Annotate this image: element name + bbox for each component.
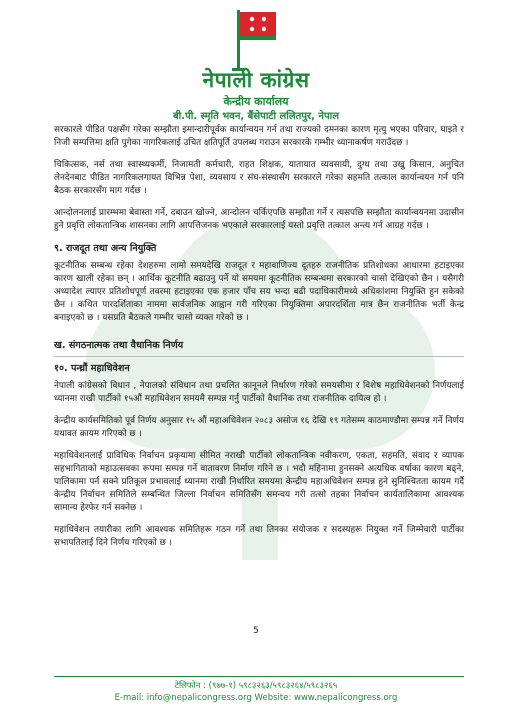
document-body bbox=[54, 124, 464, 559]
paragraph: चिकित्सक, नर्स तथा स्वास्थ्यकर्मी, निजामती कर्मचारी, राहत शिक्षक, यातायात व्यवसायी, दुग्ध तथा उखु किसान, अनुचित लेनदेनबाट पीडित नागरिकलगायत विभिन्न पेशा, व्यवसाय र संघ-संस्थासँग सरकारले गरेका सहमति तत्काल कार्यान्वयन गर्न पनि बैठक सरकारसँग माग गर्दछ । bbox=[54, 160, 464, 196]
office-name: केन्द्रीय कार्यालय bbox=[223, 95, 289, 108]
footer-divider bbox=[54, 676, 464, 677]
paragraph: केन्द्रीय कार्यसमितिको पूर्व निर्णय अनुसार १५ औं महाअधिवेशन २०८३ असोज १६ देखि १९ गतेसम्म काठमाण्डौमा सम्पन्न गर्ने निर्णय यथावत क़ायम गरिएको छ । bbox=[54, 416, 464, 439]
paragraph: नेपाली कांग्रेसको विधान , नेपालको संविधान तथा प्रचलित कानूनले निर्धारण गरेको समयसीमा र विशेष महाधिवेशनको निर्णयलाई ध्यानमा राखी पार्टीको १५औं महाधिवेशन समयमै सम्पन्न गर्नु पार्टीको वैधानिक तथा राजनीतिक दायित्व हो । bbox=[54, 381, 464, 404]
footer-phone: टेलिफोन : (९७७-१) ५९८३२६३/५९८३२६४/५९८३२६५ bbox=[174, 681, 338, 691]
footer-contact: E-mail: info@nepalicongress.org Website: www.nepalicongress.org bbox=[114, 693, 398, 703]
divider bbox=[54, 356, 464, 357]
section-heading-organizational: ख. संगठनात्मक तथा वैधानिक निर्णय bbox=[54, 340, 184, 351]
paragraph: सरकारले पीडित पक्षसँग गरेका सम्झौता इमान्दारीपूर्वक कार्यान्वयन गर्न तथा राज्यको दमनका कारण मृत्यु भएका परिवार, घाइते र निजी सम्पत्तिमा क्षति पुगेका नागरिकलाई उचित क्षतिपूर्ति उपलब्ध गराउन सरकारके गम्भीर ध्यानाकर्षण गराउँदछ । bbox=[54, 125, 464, 148]
nepali-congress-flag-logo bbox=[228, 6, 280, 72]
section-heading-general-convention: १०. पन्ध्रौं महाधिवेशन bbox=[54, 363, 130, 374]
paragraph: महाधिवेशनलाई प्राविधिक निर्वाचन प्रकृयामा सीमित नराखी पार्टीको लोकतान्त्रिक नवीकरण, एकता, सहमति, संवाद र व्यापक सहभागिताको महाउत्सवका रूपमा सम्पन्न गर्ने वातावरण निर्माण गरिने छ । भदौ महिनामा हुनसक्ने अत्यधिक वर्षाका कारण बढ्ने, पालिकामा पर्न सक्ने प्रतिकूल प्रभावलाई ध्यानमा राखी निर्धारित समयमा केन्द्रीय महाअधिवेशन सम्पन्न हुने सुनिश्चितता कायम गर्दै केन्द्रीय निर्वाचन समितिले सम्बन्धित जिल्ला निर्वाचन समितिसँग समन्वय गरी तत्सो तहका निर्वाचन कार्यतालिकामा आवश्यक सामान्य हेरफेर गर्न सक्नेछ । bbox=[54, 451, 464, 513]
page-number: 5 bbox=[253, 626, 259, 636]
office-address: बी.पी. स्मृति भवन, बैंसेपाटी ललितपुर, नेपाल bbox=[172, 111, 340, 122]
paragraph: आन्दोलनलाई प्रारम्भमा बेवास्ता गर्ने, दबाउन खोज्ने, आन्दोलन चर्किएपछि सम्झौता गर्ने र त्यसपछि सम्झौता कार्यान्वयनमा उदासीन हुने प्रवृत्ति लोकतान्त्रिक शासनका लागि आपत्तिजनक भएकाले सरकारलाई यस्तो प्रवृत्ति तत्काल अन्त्य गर्न आग्रह गर्दछ । bbox=[54, 208, 464, 231]
section-heading-appointments: ९. राजदूत तथा अन्य नियुक्ति bbox=[54, 243, 157, 254]
party-name: नेपाली कांग्रेस bbox=[202, 68, 310, 92]
paragraph: कूटनीतिक सम्बन्ध रहेका देशहरुमा लामो समयदेखि राजदूत र महावाणिज्य दूतहरु राजनीतिक प्रतिशोधका आधारमा हटाइएका कारण खाली रहेका छन् । आर्थिक कूटनीति बढाउनु पर्ने यो समयमा कूटनीतिक सम्बन्धमा सरकारको चासो देखिएको छैन । यसैगरी अध्यादेश ल्याएर प्रतिशोधपूर्ण तवरमा हटाइएका एक हजार पाँच सय भन्दा बढी पदाधिकारीमध्ये अधिकांशमा नियुक्ति हुन सकेको छैन । कथित पारदर्शिताका नाममा सार्वजनिक आह्वान गरी गरिएका नियुक्तिमा अपारदर्शिता मात्र छैन राजनीतिक भर्ती केन्द्र बनाइएको छ । यसप्रति बैठकले गम्भीर चासो व्यक्त गरेको छ । bbox=[54, 261, 464, 323]
paragraph: महाधिवेशन तयारीका लागि आवश्यक समितिहरू गठन गर्ने तथा तिनका संयोजक र सदस्यहरू नियुक्त गर्ने जिम्मेवारी पार्टीका सभापतिलाई दिने निर्णय गरिएको छ । bbox=[54, 525, 464, 548]
